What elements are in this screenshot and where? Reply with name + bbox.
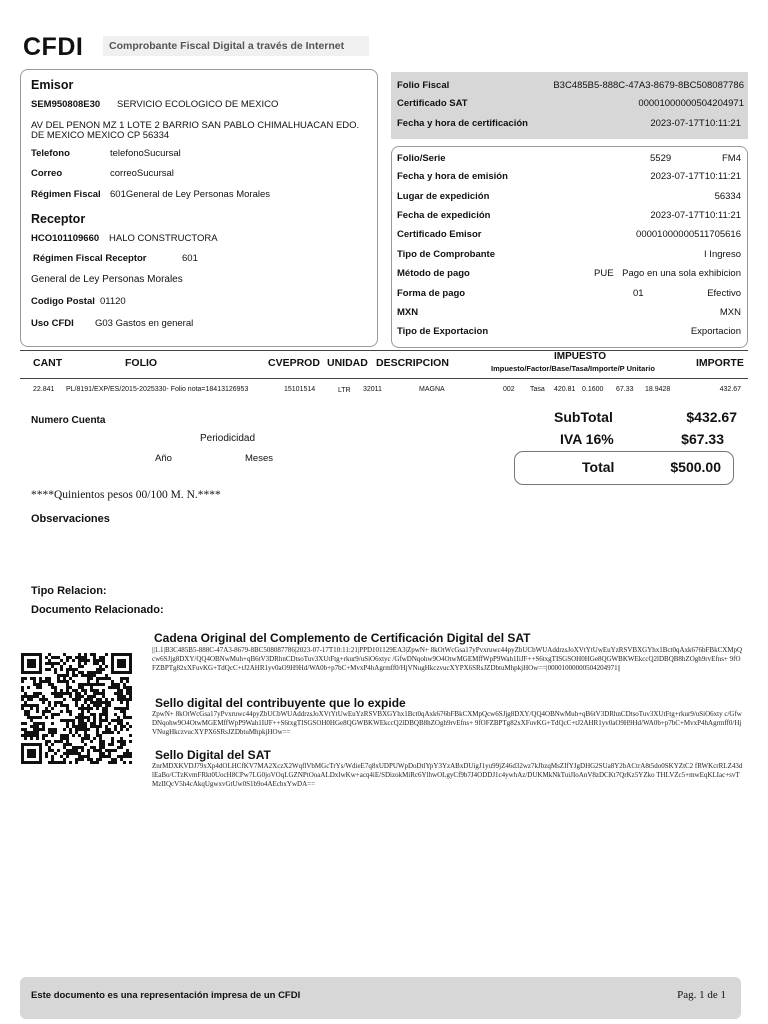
meses-label: Meses (245, 453, 273, 464)
mxn-value: MXN (719, 307, 741, 318)
col-importe: IMPORTE (696, 357, 744, 369)
emisor-address-line2: DE MEXICO MEXICO CP 56334 (31, 130, 170, 141)
fecha-emision-label: Fecha y hora de emisión (397, 171, 508, 182)
iva-label: IVA 16% (560, 431, 614, 447)
receptor-rfc: HCO101109660 (31, 233, 100, 244)
cadena-original-text: ||1.1|B3C485B5-888C-47A3-8679-8BC508087786|2023-07-17T10:11:21|PPD101129EA3|ZpwN+ 8kOtWcGsa17yPvxruwc44pyZbUCbWUAddrzsJoXVtYtUwEuYzRSVBXGYhx1Bct0qAxk676bFBkCXMpQcw6SJjg8DXY/QQ4OBNwMuh+qB6tV3DRhnCDtsoTuv3XUtFtg+rkur9/uSiO6xtyc /GfwDNqohw9O4OtwMGEMffWpP9Wah1IiJF++S6txgTISGSOH0HGe8QGWBKWEkccQ2lDBQB8hZOgh9rvEfns+ 9fOFZBPTg82xXFuvKG+TdQcC+tJ2AHR1yv0aO9H9Hd/WA0b+p7bC+MvxP4hAgrmff0/HjVNugHkczvucXYPX6SRsJZDbtuMhpkjHOw==|00001000000504204971|| (152, 646, 743, 672)
cadena-original-title: Cadena Original del Complemento de Certificación Digital del SAT (154, 631, 531, 645)
table-row (20, 386, 748, 398)
fecha-exp-value: 2023-07-17T10:11:21 (650, 210, 741, 221)
serie-value: FM4 (722, 153, 741, 164)
row-importe-imp: 67.33 (616, 386, 634, 393)
tipo-label: Tipo de Comprobante (397, 249, 495, 260)
doc-relacionado-label: Documento Relacionado: (31, 604, 164, 616)
row-cveprod: 15101514 (284, 386, 316, 393)
cert-sat-label: Certificado SAT (397, 98, 468, 109)
cert-sat-value: 00001000000504204971 (638, 98, 744, 109)
col-impuesto: IMPUESTO (554, 351, 607, 362)
cfdi-logo: CFDI (23, 33, 84, 61)
export-value: Exportacion (690, 326, 741, 337)
row-folio: PL/8191/EXP/ES/2015-2025330- Folio nota=18413126953 (66, 386, 249, 393)
emisor-address-line1: AV DEL PENON MZ 1 LOTE 2 BARRIO SAN PABLO CHIMALHUACAN EDO. (31, 120, 360, 131)
metodo-code: PUE (594, 268, 614, 279)
row-unidad: LTR (338, 387, 351, 394)
receptor-cp: 01120 (100, 296, 126, 307)
receptor-regimen-label: Régimen Fiscal Receptor (33, 253, 147, 264)
metodo-value: Pago en una sola exhibicion (622, 268, 741, 279)
col-unidad: UNIDAD (327, 357, 368, 369)
row-punitario: 18.9428 (645, 386, 671, 393)
emisor-telefono-label: Telefono (31, 148, 70, 159)
total-label: Total (582, 459, 615, 475)
sello-sat-title: Sello Digital del SAT (155, 748, 271, 762)
emisor-rfc: SEM950808E30 (31, 99, 101, 110)
row-clave: 32011 (363, 386, 382, 393)
cert-emisor-label: Certificado Emisor (397, 229, 482, 240)
sello-sat-text: ZnrMDXKVDJ79xXp4dOLHCfKV7MA2XczX2WqflVbMGcTrYs/WdieE7q8xUDPUWpDoDtlYpY3YzABxDUigJ1yu99jZ46d32wz7kJbzqMsZIfYJgDHG2SUa8Y2bACtrA8t5do0SKYZtC2 fRWKcrRLZ43dlEaBo/CTzKvmFRkt0UocH8CPw7LG0joVOqLGZNPtOoaALDxIwKw+acq4iE/SDizokMiRc6YlhwOLgyCf9b7J4ODDJ1c4ywhAz/DUKMkNkTuiJIoAnV8zDCKt7QrKz5YZko THLVZc5+mwEqKLIac+svTMzIIQcV5h4cAkqUgwxvGtUw0S1b9o4AEcbxYwDA== (152, 762, 743, 788)
col-descripcion: DESCRIPCION (376, 357, 449, 369)
anio-label: Año (155, 453, 172, 464)
footer-note: Este documento es una representación impresa de un CFDI (31, 990, 301, 1001)
sello-contribuyente-title: Sello digital del contribuyente que lo expide (155, 696, 406, 710)
receptor-uso: G03 Gastos en general (95, 318, 194, 329)
fecha-exp-label: Fecha de expedición (397, 210, 491, 221)
col-folio: FOLIO (125, 357, 158, 369)
row-importe: 432.67 (719, 386, 741, 393)
forma-label: Forma de pago (397, 288, 466, 299)
folio-value: 5529 (650, 153, 672, 164)
row-descripcion: MAGNA (419, 386, 445, 393)
table-header-line (20, 378, 748, 379)
col-cveprod: CVEPROD (268, 357, 320, 369)
forma-code: 01 (633, 288, 644, 299)
emisor-correo: correoSucursal (110, 168, 174, 179)
row-base: 420.81 (554, 386, 576, 393)
page-number: Pag. 1 de 1 (677, 989, 726, 1001)
iva-value: $67.33 (681, 431, 724, 447)
receptor-uso-label: Uso CFDI (31, 318, 74, 329)
emisor-regimen: 601General de Ley Personas Morales (110, 189, 271, 200)
tipo-relacion-label: Tipo Relacion: (31, 585, 107, 597)
metodo-label: Método de pago (397, 268, 470, 279)
receptor-heading: Receptor (31, 212, 86, 226)
qr-code-icon (21, 648, 133, 770)
row-tasa: 0.1600 (582, 386, 604, 393)
sello-contribuyente-text: ZpwN+ 8kOtWcGsa17yPvxruwc44pyZbUCbWUAddrzsJoXVtYtUwEuYzRSVBXGYhx1Bct0qAxk676bFBkCXMpQcw6SJjg8DXY/QQ4OBNwMuh+qB6tV3DRhnCDtsoTuv3XUtFtg+rkur9/uSiO6xty c/GfwDNqohw9O4OtwMGEMffWpP9Wah1IiJF++S6txgTISGSOH0HGe8QGWBKWEkccQ2lDBQB8hZOgh9rvEfns+ 9fOFZBPTg82xXFuvKG+TdQcC+tJ2AHR1yv0aO9H9Hd/WA0b+p7bC+MvxP4hAgrmff0/HjVNugHkczvucXYPX6SRsJZDbtuMhpkjHOw== (152, 710, 742, 736)
subtotal-value: $432.67 (686, 409, 737, 425)
observaciones-label: Observaciones (31, 513, 110, 525)
numero-cuenta-label: Numero Cuenta (31, 415, 106, 426)
col-cant: CANT (33, 357, 63, 369)
receptor-cp-label: Codigo Postal (31, 296, 95, 307)
fecha-emision-value: 2023-07-17T10:11:21 (650, 171, 741, 182)
cfdi-subtitle: Comprobante Fiscal Digital a través de Internet (103, 36, 369, 56)
emisor-name: SERVICIO ECOLOGICO DE MEXICO (117, 99, 279, 110)
total-value: $500.00 (670, 459, 721, 475)
folio-fiscal-value: B3C485B5-888C-47A3-8679-8BC508087786 (553, 80, 744, 91)
export-label: Tipo de Exportacion (397, 326, 489, 337)
table-top-line (20, 350, 748, 351)
amount-in-words: ****Quinientos pesos 00/100 M. N.**** (31, 489, 221, 501)
forma-value: Efectivo (707, 288, 741, 299)
emisor-correo-label: Correo (31, 168, 63, 179)
row-cant: 22.841 (33, 386, 55, 393)
folio-fiscal-label: Folio Fiscal (397, 80, 450, 91)
folio-serie-label: Folio/Serie (397, 153, 446, 164)
lugar-value: 56334 (714, 191, 741, 202)
mxn-label: MXN (397, 307, 419, 318)
row-impuesto: 002 (503, 386, 515, 393)
subtotal-label: SubTotal (554, 409, 613, 425)
col-impuesto-sub: Impuesto/Factor/Base/Tasa/Importe/P Unitario (491, 364, 655, 373)
fecha-cert-value: 2023-07-17T10:11:21 (650, 118, 741, 129)
receptor-regimen-desc: General de Ley Personas Morales (31, 274, 183, 285)
tipo-value: I Ingreso (704, 249, 741, 260)
emisor-telefono: telefonoSucursal (110, 148, 181, 159)
receptor-name: HALO CONSTRUCTORA (109, 233, 218, 244)
emisor-regimen-label: Régimen Fiscal (31, 189, 101, 200)
cert-emisor-value: 00001000000511705616 (636, 229, 741, 240)
fecha-cert-label: Fecha y hora de certificación (397, 118, 528, 129)
row-factor: Tasa (530, 386, 545, 393)
receptor-regimen-code: 601 (182, 253, 198, 264)
periodicidad-label: Periodicidad (200, 433, 256, 444)
lugar-label: Lugar de expedición (397, 191, 490, 202)
emisor-heading: Emisor (31, 78, 74, 92)
